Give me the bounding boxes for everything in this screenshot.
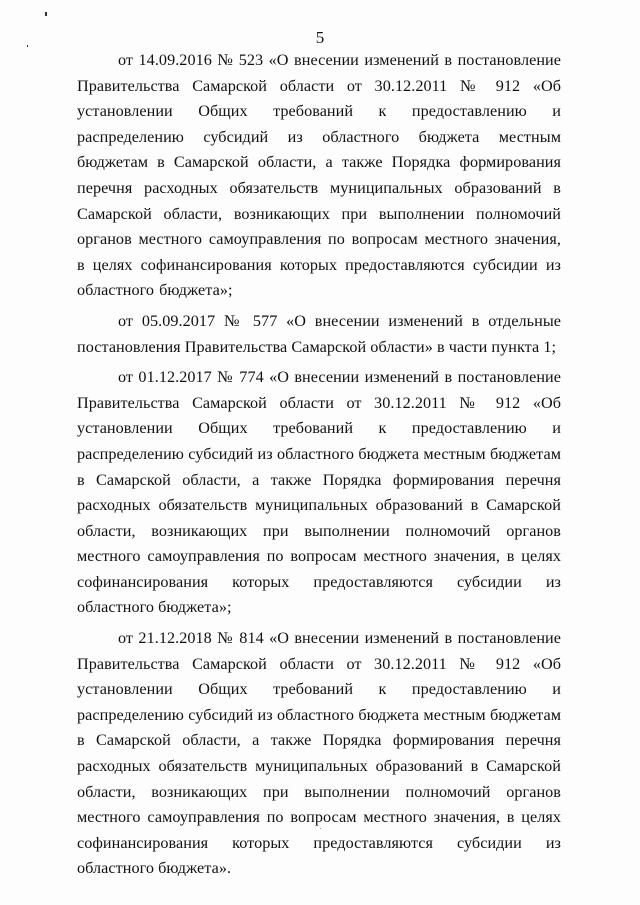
amendment-paragraph-2018: от 21.12.2018 № 814 «О внесении изменений в постановление Правительства Самарской области от 30.12.2011 № 912 «Об установлении Общих требований к предоставлению и распределению субсидий из областного бюджета местным бюджетам в Самарской области, а также Порядка формирования перечня расходных обязательств муниципальных образований в Самарской области, возникающих при выполнении полномочий органов местного самоуправления по вопросам местного значения, в целях софинансирования которых предоставляются субсидии из областного бюджета». (77, 629, 561, 878)
scan-mark (45, 12, 47, 16)
page-number: 5 (315, 28, 325, 47)
amendment-paragraph-2016: от 14.09.2016 № 523 «О внесении изменений в постановление Правительства Самарской области от 30.12.2011 № 912 «Об установлении Общих требований к предоставлению и распределению субсидий из областного бюджета местным бюджетам в Самарской области, а также Порядка формирования перечня расходных обязательств муниципальных образований в Самарской области, возникающих при выполнении полномочий органов местного самоуправления по вопросам местного значения, в целях софинансирования которых предоставляются субсидии из областного бюджета»; (77, 51, 561, 300)
amendment-paragraph-2017-774: от 01.12.2017 № 774 «О внесении изменений в постановление Правительства Самарской области от 30.12.2011 № 912 «Об установлении Общих требований к предоставлению и распределению субсидий из областного бюджета местным бюджетам в Самарской области, а также Порядка формирования перечня расходных обязательств муниципальных образований в Самарской области, возникающих при выполнении полномочий органов местного самоуправления по вопросам местного значения, в целях софинансирования которых предоставляются субсидии из областного бюджета»; (77, 368, 561, 617)
document-body (77, 48, 561, 882)
scan-speck (320, 828, 321, 829)
amendment-paragraph-2017-577: от 05.09.2017 № 577 «О внесении изменений в отдельные постановления Правительства Самарской области» в части пункта 1; (77, 311, 561, 356)
